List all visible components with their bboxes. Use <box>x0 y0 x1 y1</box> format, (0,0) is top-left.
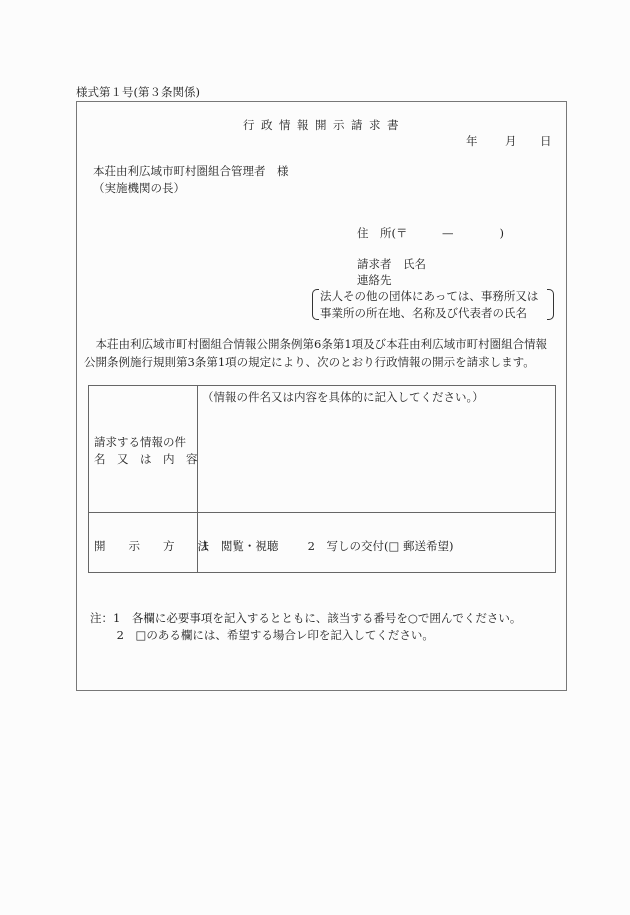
requested-info-field[interactable]: （情報の件名又は内容を具体的に記入してください。） <box>202 390 484 404</box>
form-number-label: 様式第１号(第３条関係) <box>76 85 200 99</box>
date-year-label: 年 <box>466 134 478 148</box>
corp-note-line2: 事業所の所在地、名称及び代表者の氏名 <box>320 305 527 320</box>
request-statement-line2: 公開条例施行規則第3条第1項の規定により、次のとおり行政情報の開示を請求します。 <box>84 355 535 369</box>
addressee-note: （実施機関の長） <box>93 181 185 195</box>
requester-name-label: 請求者 氏名 <box>357 257 426 271</box>
address-field-label: 住 所(〒 — ) <box>357 226 504 240</box>
note-1: 注：1 各欄に必要事項を記入するとともに、該当する番号を○で囲んでください。 <box>90 611 522 625</box>
requested-info-label <box>94 434 198 468</box>
disclosure-method-options <box>202 538 453 554</box>
form-title: 行政情報開示請求書 <box>243 118 405 132</box>
request-table <box>88 385 556 573</box>
requested-info-label-line2: 名 又 は 内 容 <box>94 452 198 466</box>
addressee-name: 本荘由利広域市町村圏組合管理者 様 <box>93 164 289 178</box>
notes <box>90 610 521 644</box>
method-option-copy[interactable]: 2 写しの交付(□ 郵送希望) <box>307 539 454 553</box>
row-divider <box>89 512 555 513</box>
date-month-label: 月 <box>505 134 517 148</box>
left-bracket <box>312 289 319 320</box>
right-bracket <box>547 289 554 320</box>
requested-info-label-line1: 請求する情報の件 <box>94 435 186 449</box>
corporation-note <box>312 288 554 321</box>
method-option-view[interactable]: 1 閲覧・視聴 <box>202 539 279 553</box>
addressee <box>93 163 289 197</box>
note-2: 2 □のある欄には、希望する場合レ印を記入してください。 <box>90 628 434 642</box>
date-day-label: 日 <box>540 134 552 148</box>
disclosure-method-label: 開 示 方 法 <box>94 539 209 553</box>
contact-label: 連絡先 <box>357 273 392 287</box>
corp-note-line1: 法人その他の団体にあっては、事務所又は <box>320 289 539 303</box>
request-statement <box>84 335 547 371</box>
request-statement-line1: 本荘由利広域市町村圏組合情報公開条例第6条第1項及び本荘由利広域市町村圏組合情報 <box>84 337 548 351</box>
